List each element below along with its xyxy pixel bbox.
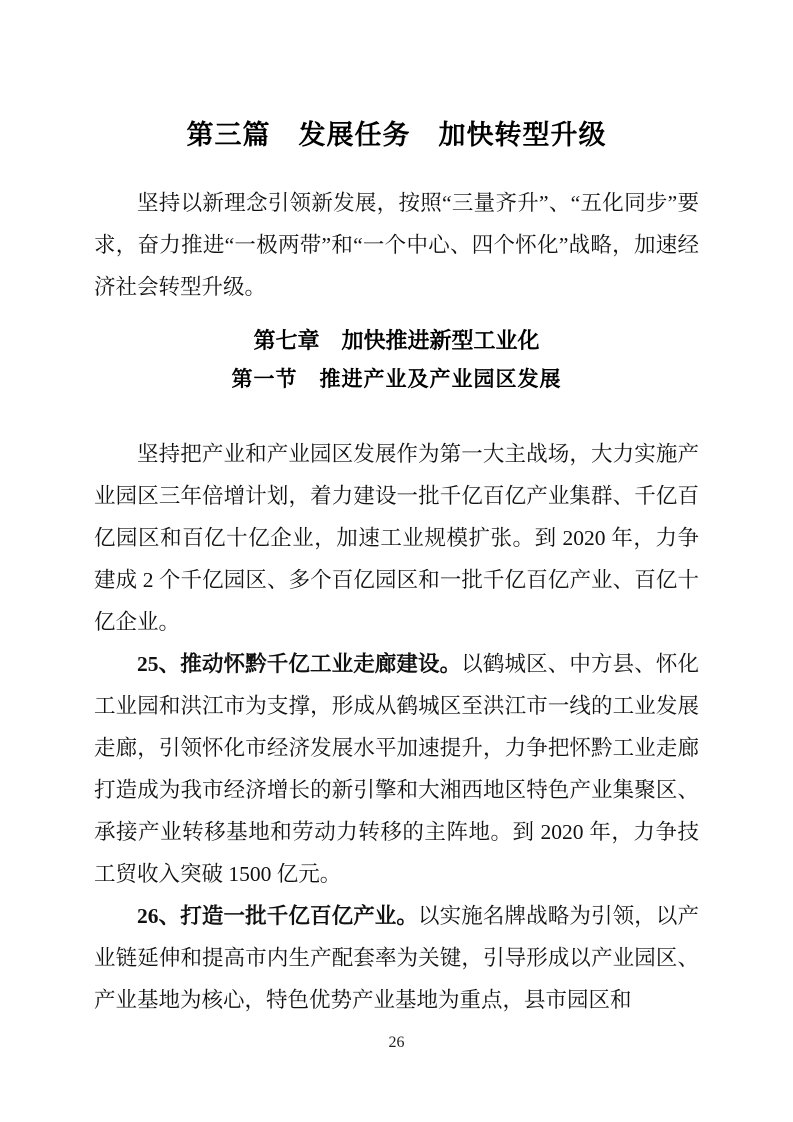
item-25-text: 以鹤城区、中方县、怀化工业园和洪江市为支撑，形成从鹤城区至洪江市一线的工业发展走廊，引领怀化市经济发展水平加速提升，力争把怀黔工业走廊打造成为我市经济增长的新引擎和大湘西地区特色产业集聚区、承接产业转移基地和劳动力转移的主阵地。到 2020 年，力争技工贸收入突破 1500 亿元。 bbox=[94, 652, 699, 886]
item-26-lead: 26、打造一批千亿百亿产业。 bbox=[137, 904, 419, 928]
section-heading: 第一节 推进产业及产业园区发展 bbox=[231, 367, 562, 391]
item-25-lead: 25、推动怀黔千亿工业走廊建设。 bbox=[137, 652, 462, 676]
document-title: 第三篇 发展任务 加快转型升级 bbox=[186, 120, 607, 150]
body-paragraph-overview bbox=[94, 433, 699, 643]
body-paragraph-item-25 bbox=[94, 643, 699, 895]
chapter-heading: 第七章 加快推进新型工业化 bbox=[253, 328, 540, 353]
body-paragraph-item-26 bbox=[94, 895, 699, 1021]
item-26-text: 以实施名牌战略为引领，以产业链延伸和提高市内生产配套率为关键，引导形成以产业园区、产业基地为核心，特色优势产业基地为重点，县市园区和 bbox=[94, 904, 699, 1012]
paragraph-text: 坚持把产业和产业园区发展作为第一大主战场，大力实施产业园区三年倍增计划，着力建设一批千亿百亿产业集群、千亿百亿园区和百亿十亿企业，加速工业规模扩张。到 2020 年，力争建成 2 个千亿园区、多个百亿园区和一批千亿百亿产业、百亿十亿企业。 bbox=[94, 442, 699, 634]
page-number: 26 bbox=[388, 1034, 405, 1051]
intro-paragraph: 坚持以新理念引领新发展，按照“三量齐升”、“五化同步”要求，奋力推进“一极两带”和“一个中心、四个怀化”战略，加速经济社会转型升级。 bbox=[94, 191, 699, 299]
